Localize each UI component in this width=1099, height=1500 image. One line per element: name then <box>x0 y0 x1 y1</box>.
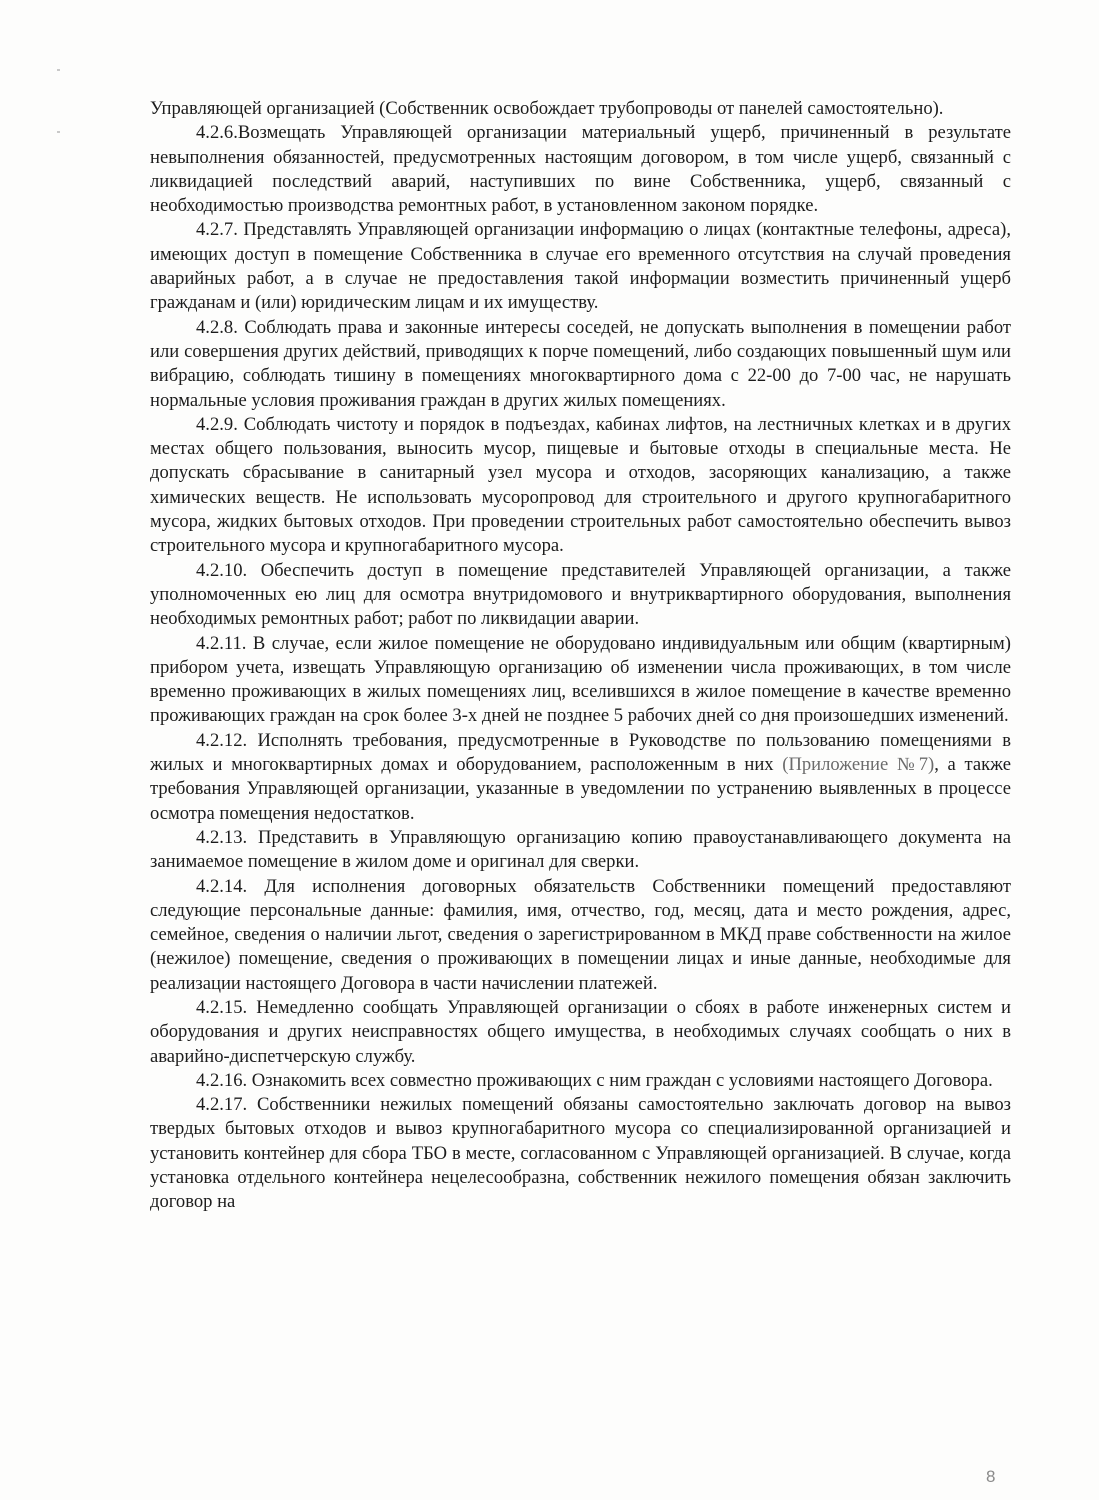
clause-4-2-13: 4.2.13. Представить в Управляющую организацию копию правоустанавливающего документа на занимаемое помещение в жилом доме и оригинал для сверки. <box>150 826 1011 873</box>
clause-4-2-7: 4.2.7. Представлять Управляющей организации информацию о лицах (контактные телефоны, адреса), имеющих доступ в помещение Собственника в случае его временного отсутствия на случай проведения аварийных работ, а в случае не предоставления такой информации возместить причиненный ущерб гражданам и (или) юридическим лицам и их имуществу. <box>150 219 1011 314</box>
contract-text <box>150 97 1011 1215</box>
page-number: 8 <box>986 1467 996 1486</box>
clause-4-2-5-continuation: Управляющей организацией (Собственник освобождает трубопроводы от панелей самостоятельно). <box>150 98 944 119</box>
appendix-reference: (Приложение №7) <box>782 754 935 776</box>
clause-4-2-12-text-end: , а также требования Управляющей организации, указанные в уведомлении по устранению выявленных в процессе осмотра помещения недостатков. <box>150 754 1011 824</box>
clause-4-2-15: 4.2.15. Немедленно сообщать Управляющей организации о сбоях в работе инженерных систем и оборудования и других неисправностях общего имущества, в необходимых случаях сообщать о них в аварийно-диспетчерскую службу. <box>150 996 1011 1067</box>
clause-4-2-12-text-start: 4.2.12. Исполнять требования, предусмотренные в Руководстве по пользованию помещениями в жилых и многоквартирных домах и оборудованием, расположенным в них <box>150 729 1011 776</box>
clause-4-2-12 <box>150 729 1011 826</box>
clause-4-2-14: 4.2.14. Для исполнения договорных обязательств Собственники помещений предоставляют следующие персональные данные: фамилия, имя, отчество, год, месяц, дата и место рождения, адрес, семейное, сведения о наличии льгот, сведения о зарегистрированном в МКД праве собственности на жилое (нежилое) помещение, сведения о проживающих в помещении лицах и иные данные, необходимые для реализации настоящего Договора в части начислении платежей. <box>150 875 1011 994</box>
clause-4-2-8: 4.2.8. Соблюдать права и законные интересы соседей, не допускать выполнения в помещении работ или совершения других действий, приводящих к порче помещений, либо создающих повышенный шум или вибрацию, соблюдать тишину в помещениях многоквартирного дома с 22-00 до 7-00 час, не нарушать нормальные условия проживания граждан в других жилых помещениях. <box>150 316 1011 411</box>
scan-speck <box>57 131 60 133</box>
clause-4-2-9: 4.2.9. Соблюдать чистоту и порядок в подъездах, кабинах лифтов, на лестничных клетках и в других местах общего пользования, выносить мусор, пищевые и бытовые отходы в специальные места. Не допускать сбрасывание в санитарный узел мусора и отходов, засоряющих канализацию, а также химических веществ. Не использовать мусоропровод для строительного и другого крупногабаритного мусора, жидких бытовых отходов. При проведении строительных работ самостоятельно обеспечить вывоз строительного мусора и крупногабаритного мусора. <box>150 413 1011 557</box>
clause-4-2-17: 4.2.17. Собственники нежилых помещений обязаны самостоятельно заключать договор на вывоз твердых бытовых отходов и вывоз крупногабаритного мусора со специализированной организацией и установить контейнер для сбора ТБО в месте, согласованном с Управляющей организацией. В случае, когда установка отдельного контейнера нецелесообразна, собственник нежилого помещения обязан заключить договор на <box>150 1094 1011 1213</box>
clause-4-2-16: 4.2.16. Ознакомить всех совместно проживающих с ним граждан с условиями настоящего Договора. <box>196 1069 993 1091</box>
clause-4-2-6: 4.2.6.Возмещать Управляющей организации материальный ущерб, причиненный в результате невыполнения обязанностей, предусмотренных настоящим договором, в том числе ущерб, связанный с ликвидацией последствий аварий, наступивших по вине Собственника, ущерб, связанный с необходимостью производства ремонтных работ, в установленном законом порядке. <box>150 122 1011 217</box>
clause-4-2-10: 4.2.10. Обеспечить доступ в помещение представителей Управляющей организации, а также уполномоченных ею лиц для осмотра внутридомового и внутриквартирного оборудования, выполнения необходимых ремонтных работ; работ по ликвидации аварии. <box>150 559 1011 630</box>
clause-4-2-11: 4.2.11. В случае, если жилое помещение не оборудовано индивидуальным или общим (квартирным) прибором учета, извещать Управляющую организацию об изменении числа проживающих, в том числе временно проживающих в жилых помещениях лиц, вселившихся в жилое помещение в качестве временно проживающих граждан на срок более 3-х дней не позднее 5 рабочих дней со дня произошедших изменений. <box>150 632 1011 727</box>
scan-speck <box>57 69 60 71</box>
